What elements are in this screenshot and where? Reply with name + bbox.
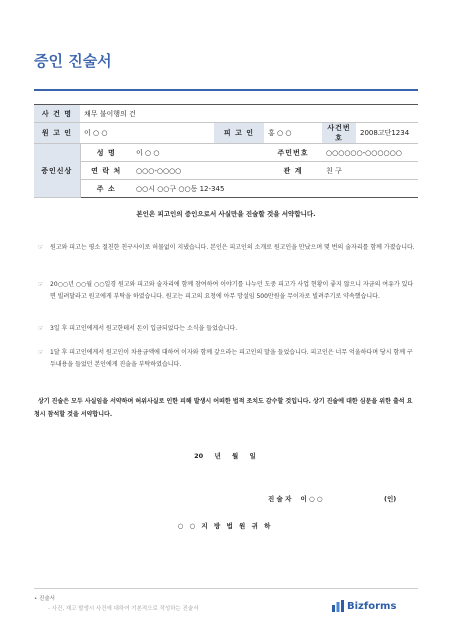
paragraph-text: 1달 후 피고인에게서 원고인이 차용금액에 대하여 이자와 함께 갚으라는 피고인의 말을 들었습니다. 피고인은 너무 억울하다며 당시 함께 구두내용을 들었던 본인에게 진술을 부탁하였습니다.: [50, 349, 413, 368]
plaintiff-value: 이 ○ ○: [80, 123, 214, 144]
case-no-label: 사건번호: [322, 123, 356, 144]
pointing-hand-icon: ☞: [38, 325, 44, 332]
date-line: 20 년 월 일: [194, 452, 256, 460]
footer-note-text: - 사건, 재고 발생시 사건에 대하여 기본적으로 작성하는 진술서: [48, 606, 199, 612]
bizforms-logo-icon: [332, 600, 344, 612]
case-name-value: 채무 불이행의 건: [80, 105, 418, 123]
statement-paragraph-4: [38, 347, 418, 371]
signer-name: 이 ○ ○: [300, 495, 323, 503]
table-row: [34, 123, 418, 144]
pointing-hand-icon: ☞: [38, 244, 44, 251]
case-info-table: [34, 104, 418, 198]
id-value: ○○○○○○-○○○○○○: [322, 144, 418, 162]
name-label: 성 명: [80, 144, 132, 162]
contact-label: 연 락 처: [80, 162, 132, 180]
bullet-icon: •: [34, 596, 38, 602]
contact-value: ○○○-○○○○: [132, 162, 264, 180]
case-name-label: 사 건 명: [34, 105, 80, 123]
relation-value: 친 구: [322, 162, 418, 180]
witness-info-label: 증인신상: [34, 144, 80, 198]
table-row: [34, 144, 418, 162]
address-value: ○○시 ○○구 ○○동 12-345: [132, 180, 418, 198]
document-title: 증인 진술서: [34, 52, 112, 70]
paragraph-text: 3일 후 피고인에게서 원고한테서 돈이 입금되었다는 소식을 들었습니다.: [50, 325, 238, 332]
defendant-value: 홍 ○ ○: [264, 123, 322, 144]
table-row: [34, 180, 418, 198]
defendant-label: 피 고 인: [214, 123, 264, 144]
relation-label: 관 계: [264, 162, 322, 180]
statement-paragraph-2: [38, 279, 418, 303]
statement-paragraph-3: [38, 323, 418, 335]
paragraph-text: 20○○년 ○○월 ○○일경 원고와 피고와 술자리에 함께 참여하여 이야기를 나누던 도중 피고가 사업 현황이 좋지 않으니 자금의 여유가 있다면 빌려달라고 원고에게 부탁을 하였습니다. 원고는 피고의 요청에 아무 망설임 500만원을 무이자로 빌려주기로 약속했습니다.: [50, 281, 414, 300]
pointing-hand-icon: ☞: [38, 349, 44, 356]
pointing-hand-icon: ☞: [38, 281, 44, 288]
seal-mark: (인): [384, 495, 397, 503]
signer-line: [268, 494, 323, 503]
footer-divider: [34, 588, 418, 589]
table-row: [34, 162, 418, 180]
brand-name: Bizforms: [347, 600, 397, 612]
paragraph-text: 원고와 피고는 평소 절친한 친구사이로 허물없이 지냈습니다. 본인은 피고인의 소개로 원고인을 만났으며 몇 번의 술자리를 함께 가졌습니다.: [50, 244, 415, 251]
pledge-statement: 상기 진술은 모두 사실임을 서약하며 허위사실로 인한 피해 발생시 어떠한 법적 조치도 감수할 것입니다. 상기 진술에 대한 심문을 위한 출석 요청시 참석할 것을 서약합니다.: [34, 398, 413, 418]
statement-paragraph-1: [38, 242, 418, 254]
address-label: 주 소: [80, 180, 132, 198]
court-addressee: ○ ○ 지 방 법 원 귀 하: [177, 522, 273, 530]
footer-note-title: • 진술서: [34, 596, 55, 602]
signer-label: 진 술 자: [268, 495, 292, 503]
id-label: 주민번호: [264, 144, 322, 162]
declaration-statement: 본인은 피고인의 증인으로서 사실만을 진술할 것을 서약합니다.: [136, 210, 316, 218]
title-divider: [34, 89, 418, 91]
bizforms-logo: [332, 600, 396, 612]
name-value: 이 ○ ○: [132, 144, 264, 162]
case-no-value: 2008고단1234: [356, 123, 418, 144]
table-row: [34, 105, 418, 123]
plaintiff-label: 원 고 인: [34, 123, 80, 144]
